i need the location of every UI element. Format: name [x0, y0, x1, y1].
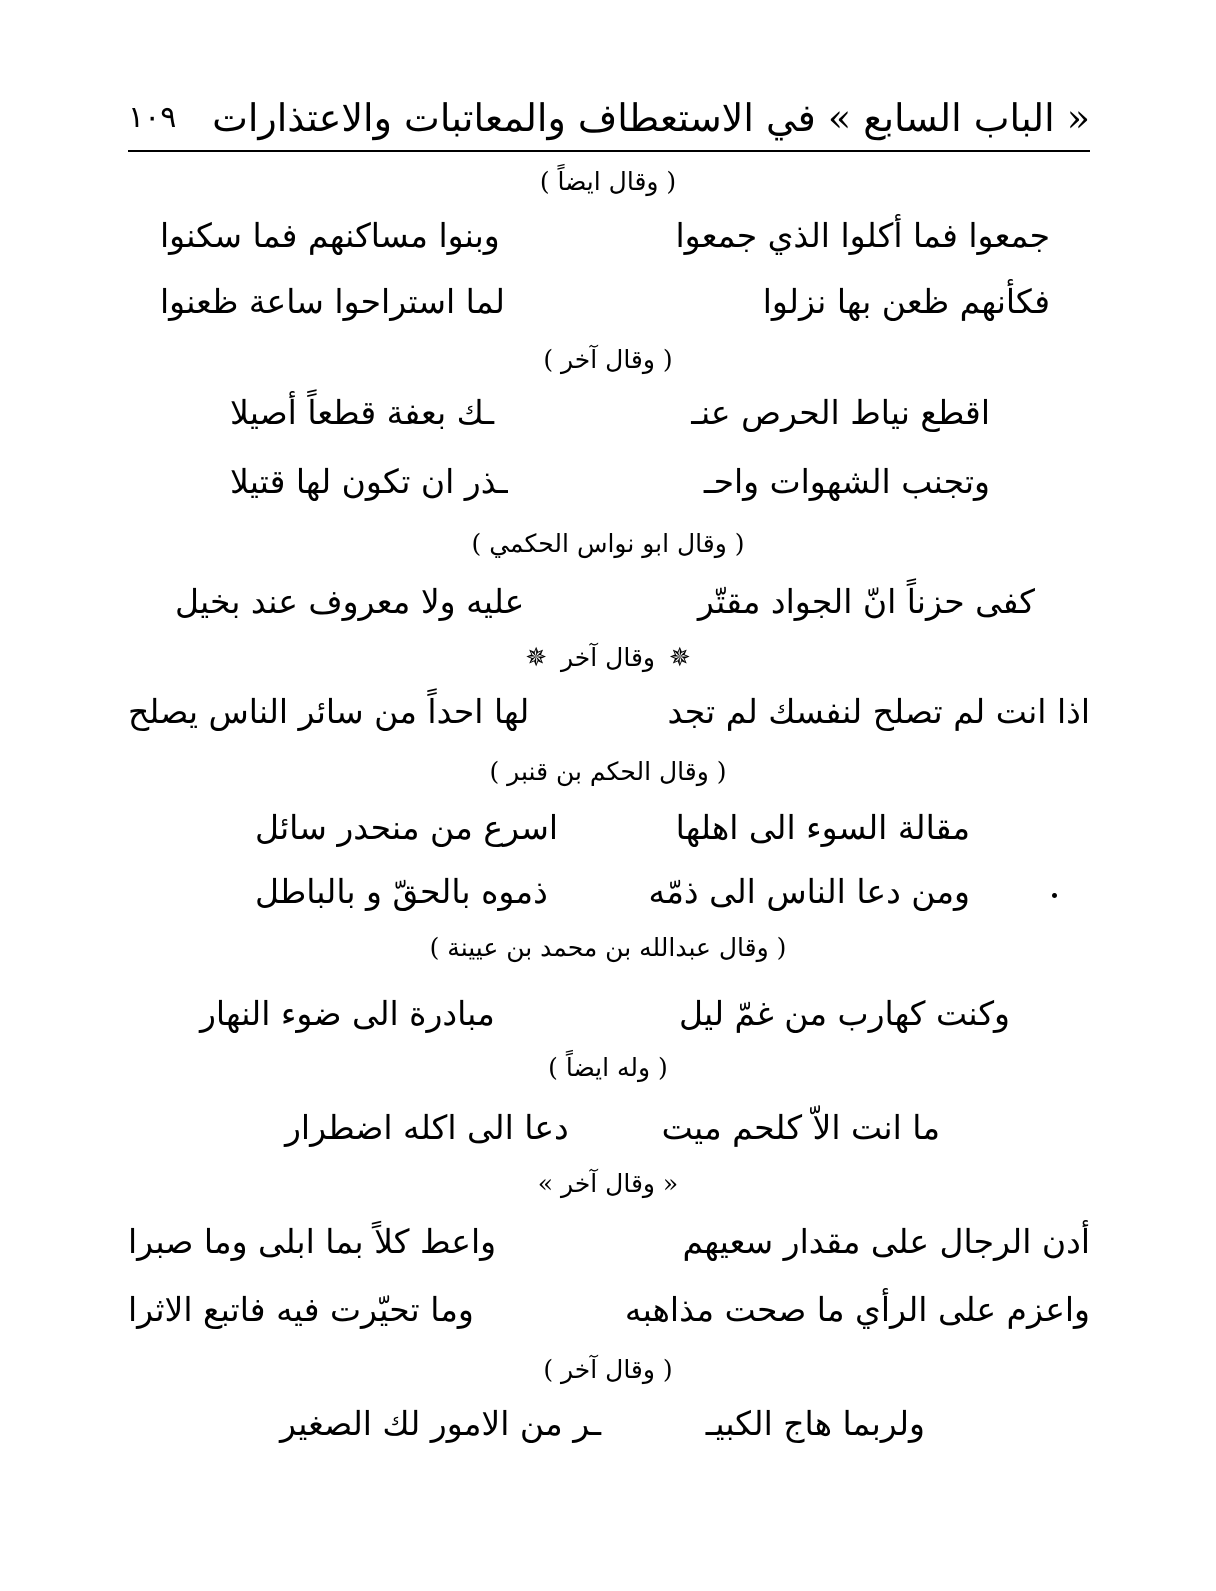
verse-line [285, 1098, 940, 1158]
verse-line [280, 1394, 925, 1454]
second-hemistich: عليه ولا معروف عند بخيل [175, 582, 525, 621]
first-hemistich: واعزم على الرأي ما صحت مذاهبه [624, 1290, 1090, 1329]
attribution: ( وقال عبدالله بن محمد بن عيينة ) [429, 933, 787, 962]
attribution: ( وقال ابو نواس الحكمي ) [471, 529, 745, 558]
first-hemistich: مقالة السوء الى اهلها [675, 808, 970, 847]
attribution: ( وقال آخر ) [543, 1355, 673, 1384]
ink-speck [1052, 893, 1057, 898]
asterisk-ornament-icon: ✵ [668, 643, 691, 673]
verse-line [128, 1212, 1090, 1272]
verse-line [175, 572, 1035, 632]
first-hemistich: أدن الرجال على مقدار سعيهم [682, 1222, 1090, 1261]
attribution: « وقال آخر » [537, 1169, 679, 1198]
first-hemistich: اقطع نياط الحرص عنـ [691, 393, 990, 432]
attribution: ( وله ايضاً ) [548, 1053, 668, 1082]
first-hemistich: وتجنب الشهوات واحـ [703, 462, 990, 501]
second-hemistich: وبنوا مساكنهم فما سكنوا [160, 216, 500, 255]
attribution-with-ornament [0, 638, 1216, 678]
second-hemistich: واعط كلاً بما ابلى وما صبرا [128, 1222, 497, 1261]
verse-line [230, 452, 990, 512]
second-hemistich: لها احداً من سائر الناس يصلح [128, 692, 530, 731]
verse-line [160, 206, 1050, 266]
second-hemistich: وما تحيّرت فيه فاتبع الاثرا [128, 1290, 474, 1329]
attribution: وقال آخر [561, 643, 655, 672]
first-hemistich: ولربما هاج الكبيـ [705, 1404, 925, 1443]
second-hemistich: اسرع من منحدر سائل [255, 808, 559, 847]
first-hemistich: ما انت الاّ كلحم ميت [661, 1108, 940, 1147]
verse-line [128, 1280, 1090, 1340]
first-hemistich: جمعوا فما أكلوا الذي جمعوا [675, 216, 1050, 255]
verse-line [128, 682, 1090, 742]
verse-line [255, 798, 970, 858]
verse-line [230, 383, 990, 443]
first-hemistich: ومن دعا الناس الى ذمّه [648, 872, 970, 911]
first-hemistich: وكنت كهارب من غمّ ليل [679, 994, 1010, 1033]
verse-line [200, 984, 1010, 1044]
verse-line [255, 862, 970, 922]
second-hemistich: ـر من الامور لك الصغير [280, 1404, 602, 1443]
chapter-title: « الباب السابع » في الاستعطاف والمعاتبات والاعتذارات [212, 96, 1090, 140]
second-hemistich: ذموه بالحقّ و بالباطل [255, 872, 548, 911]
attribution: ( وقال الحكم بن قنبر ) [489, 757, 727, 786]
first-hemistich: اذا انت لم تصلح لنفسك لم تجد [667, 692, 1090, 731]
asterisk-ornament-icon: ✵ [525, 643, 548, 673]
second-hemistich: مبادرة الى ضوء النهار [200, 994, 495, 1033]
first-hemistich: فكأنهم ظعن بها نزلوا [762, 282, 1050, 321]
verse-line [160, 272, 1050, 332]
attribution: ( وقال آخر ) [543, 345, 673, 374]
first-hemistich: كفى حزناً انّ الجواد مقتّر [697, 582, 1035, 621]
running-header [128, 92, 1090, 144]
attribution: ( وقال ايضاً ) [539, 167, 677, 196]
header-rule [128, 150, 1090, 152]
second-hemistich: لما استراحوا ساعة ظعنوا [160, 282, 505, 321]
second-hemistich: دعا الى اكله اضطرار [285, 1108, 569, 1147]
second-hemistich: ـذر ان تكون لها قتيلا [230, 462, 508, 501]
page-number: ١٠٩ [128, 100, 177, 135]
second-hemistich: ـك بعفة قطعاً أصيلا [230, 393, 495, 432]
